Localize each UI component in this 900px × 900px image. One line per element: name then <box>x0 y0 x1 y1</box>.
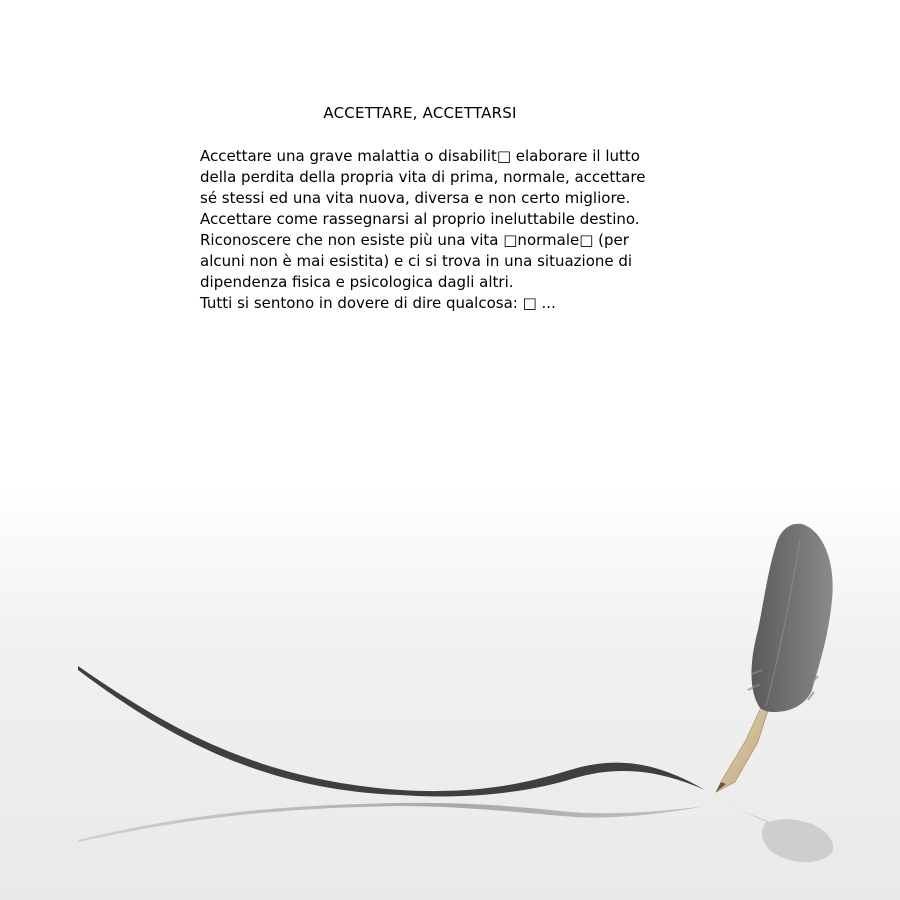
text-line: Accettare una grave malattia o disabilit□ elaborare il lutto <box>200 147 640 165</box>
text-line: Riconoscere che non esiste più una vita □normale□ (per <box>200 231 629 249</box>
feather-vane <box>752 524 833 712</box>
text-line: Accettare come rassegnarsi al proprio ineluttabile destino. <box>200 210 640 228</box>
text-line: alcuni non è mai esistita) e ci si trova in una situazione di <box>200 252 633 270</box>
text-line: dipendenza fisica e psicologica dagli altri. <box>200 273 514 291</box>
feather-reflection <box>716 800 833 862</box>
text-line: sé stessi ed una vita nuova, diversa e non certo migliore. <box>200 189 631 207</box>
ink-reflection <box>78 803 705 842</box>
text-line: Tutti si sentono in dovere di dire qualcosa: □ ... <box>200 294 556 312</box>
quill-shaft <box>716 704 770 792</box>
ink-stroke <box>78 666 705 796</box>
text-line: della perdita della propria vita di prima, normale, accettare <box>200 168 646 186</box>
page-title: ACCETTARE, ACCETTARSI <box>323 104 517 122</box>
